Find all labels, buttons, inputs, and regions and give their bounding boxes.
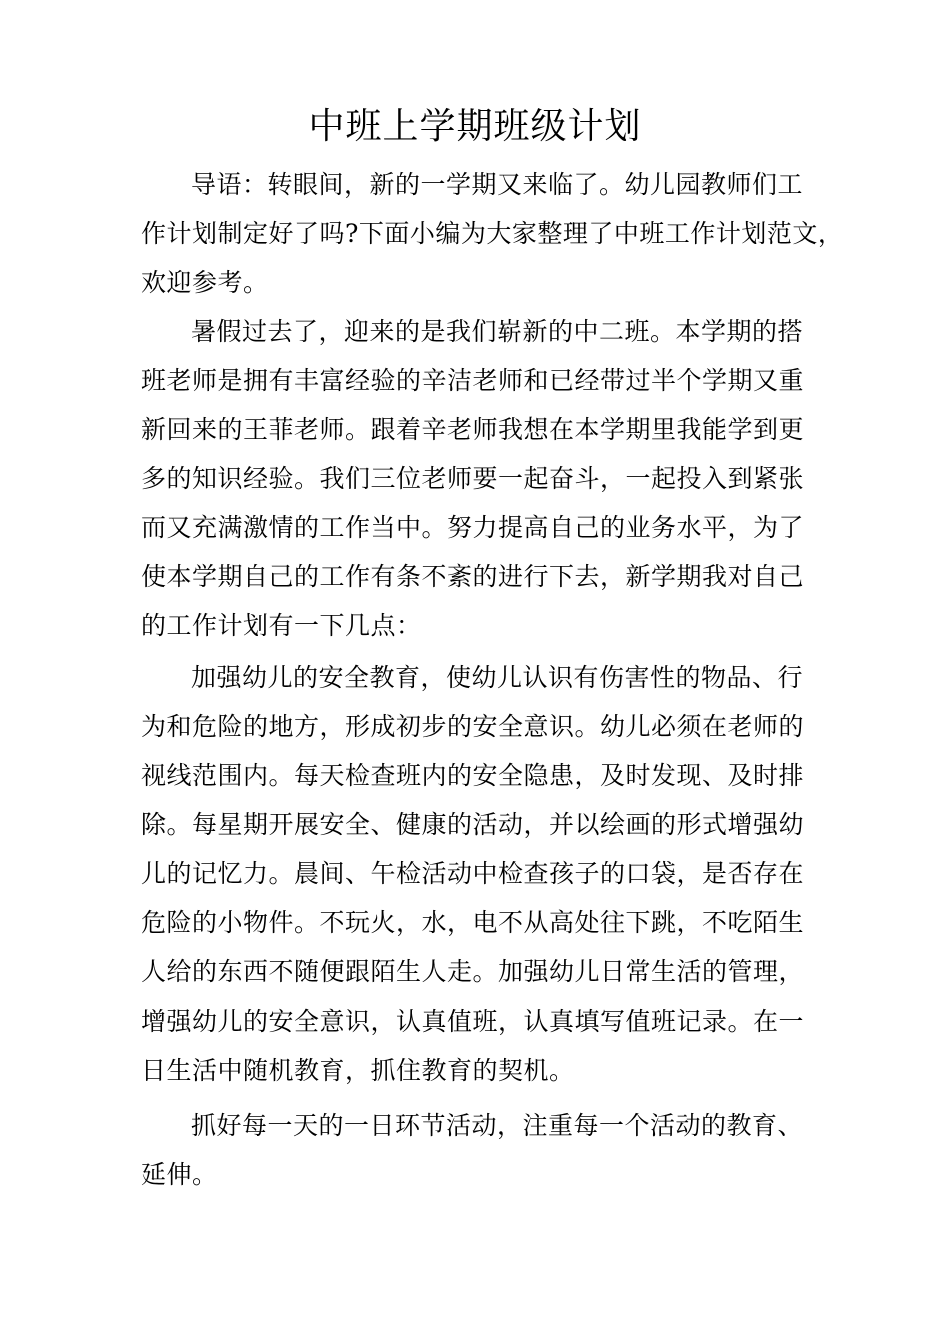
paragraph-3-line-9: 日生活中随机教育，抓住教育的契机。	[141, 1056, 575, 1085]
paragraph-3-line-5: 儿的记忆力。晨间、午检活动中检查孩子的口袋，是否存在	[141, 859, 805, 888]
paragraph-2-line-5: 而又充满激情的工作当中。努力提高自己的业务水平，为了	[141, 513, 805, 542]
paragraph-2-line-3: 新回来的王菲老师。跟着辛老师我想在本学期里我能学到更	[141, 415, 805, 444]
paragraph-2-line-6: 使本学期自己的工作有条不紊的进行下去，新学期我对自己	[141, 562, 805, 591]
paragraph-2-line-2: 班老师是拥有丰富经验的辛洁老师和已经带过半个学期又重	[141, 366, 805, 395]
paragraph-3-line-8: 增强幼儿的安全意识，认真值班，认真填写值班记录。在一	[141, 1007, 805, 1036]
paragraph-3-line-4: 除。每星期开展安全、健康的活动，并以绘画的形式增强幼	[141, 810, 805, 839]
paragraph-1-line-2: 作计划制定好了吗?下面小编为大家整理了中班工作计划范文，	[141, 219, 844, 248]
paragraph-3-line-6: 危险的小物件。不玩火，水，电不从高处往下跳，不吃陌生	[141, 908, 805, 937]
paragraph-4-line-1: 抓好每一天的一日环节活动，注重每一个活动的教育、	[191, 1111, 804, 1140]
paragraph-1-line-1: 导语：转眼间，新的一学期又来临了。幼儿园教师们工	[191, 170, 804, 199]
paragraph-2-line-7: 的工作计划有一下几点：	[141, 611, 422, 640]
paragraph-3-line-3: 视线范围内。每天检查班内的安全隐患，及时发现、及时排	[141, 761, 805, 790]
document-title: 中班上学期班级计划	[308, 106, 642, 147]
paragraph-4-line-2: 延伸。	[141, 1160, 218, 1189]
paragraph-3-line-7: 人给的东西不随便跟陌生人走。加强幼儿日常生活的管理，	[141, 957, 805, 986]
paragraph-3-line-2: 为和危险的地方，形成初步的安全意识。幼儿必须在老师的	[141, 712, 805, 741]
paragraph-3-line-1: 加强幼儿的安全教育，使幼儿认识有伤害性的物品、行	[191, 663, 804, 692]
paragraph-2-line-4: 多的知识经验。我们三位老师要一起奋斗，一起投入到紧张	[141, 464, 805, 493]
paragraph-1-line-3: 欢迎参考。	[141, 268, 269, 297]
paragraph-2-line-1: 暑假过去了，迎来的是我们崭新的中二班。本学期的搭	[191, 317, 804, 346]
